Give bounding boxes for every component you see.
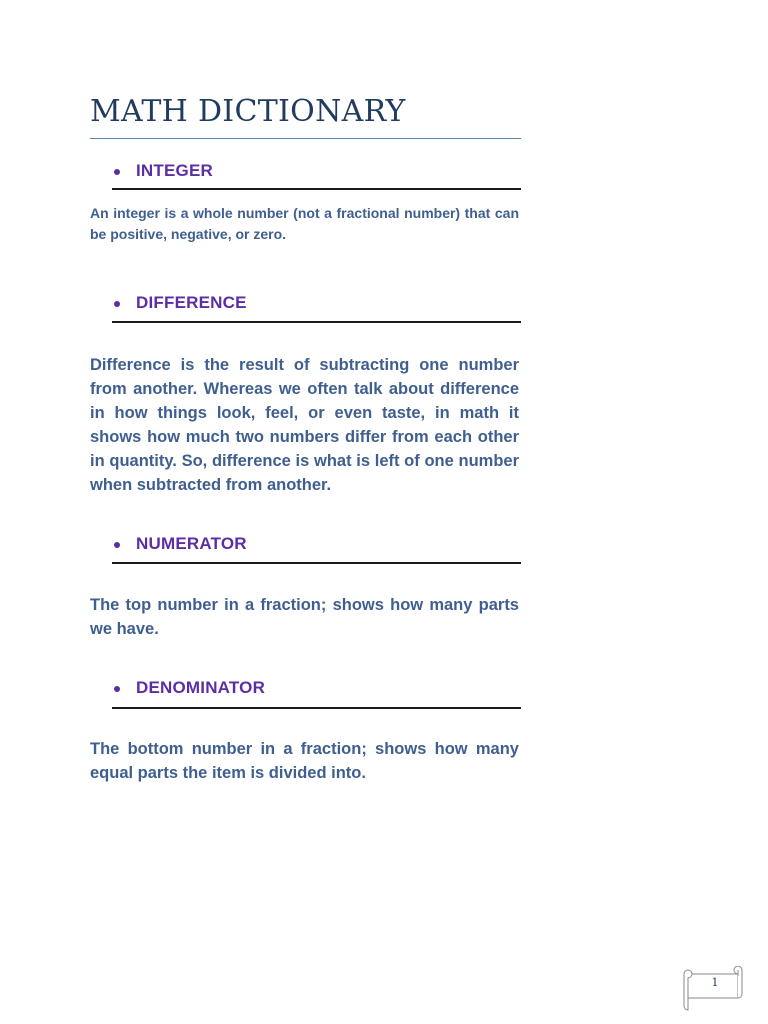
definition-denominator: The bottom number in a fraction; shows how many equal parts the item is divided into.: [90, 740, 519, 782]
page-title: MATH DICTIONARY: [90, 94, 406, 129]
term-underline: [112, 321, 521, 323]
term-underline: [112, 188, 521, 190]
term-heading-denominator: [110, 679, 521, 719]
term-underline: [112, 562, 521, 564]
term-heading-numerator: [110, 535, 521, 575]
bullet-icon: [114, 686, 120, 692]
term-label: DENOMINATOR: [136, 678, 266, 697]
page-number: 1: [711, 976, 719, 989]
term-label: INTEGER: [136, 161, 213, 180]
definition-difference: Difference is the result of subtracting one number from another. Whereas we often talk about difference in how things look, feel, or even taste, in math it shows how much two numbers differ from each other in quantity. So, difference is what is left of one number when subtracted from another.: [90, 356, 519, 494]
definition-integer: An integer is a whole number (not a fractional number) that can be positive, negative, or zero.: [90, 205, 519, 242]
term-heading-difference: [110, 294, 521, 334]
term-label: NUMERATOR: [136, 534, 247, 553]
term-underline: [112, 707, 521, 709]
page-number-badge: [680, 966, 744, 1004]
scroll-icon: [680, 966, 744, 1014]
definition-numerator: The top number in a fraction; shows how many parts we have.: [90, 596, 519, 638]
title-divider: [90, 138, 521, 139]
term-label: DIFFERENCE: [136, 293, 247, 312]
bullet-icon: [114, 169, 120, 175]
term-heading-integer: [110, 162, 521, 202]
bullet-icon: [114, 301, 120, 307]
bullet-icon: [114, 542, 120, 548]
